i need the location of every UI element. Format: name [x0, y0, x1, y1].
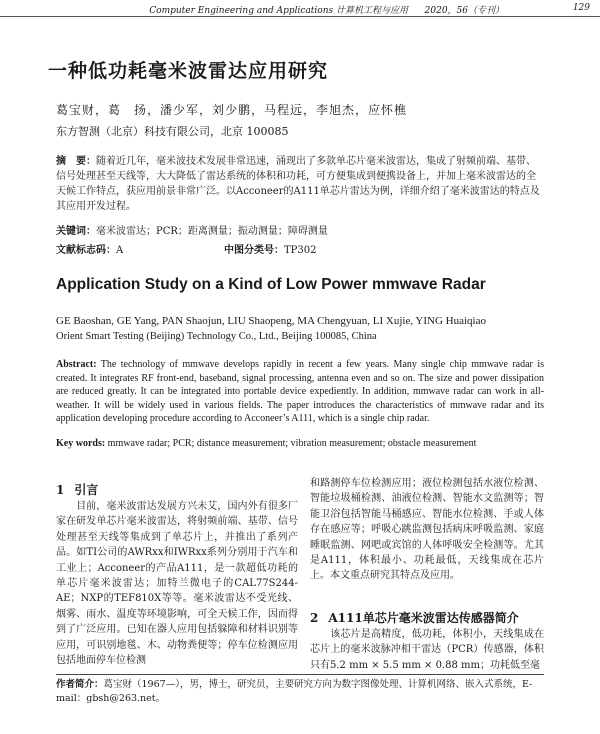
- english-abstract-label: Abstract:: [56, 359, 97, 370]
- section-1-left-column: [56, 499, 298, 668]
- classification-codes: [56, 241, 544, 256]
- english-title: Application Study on a Kind of Low Power mmwave Radar: [56, 276, 486, 293]
- section-1-left-text: 目前，毫米波雷达发展方兴未艾，国内外有很多厂家在研发单芯片毫米波雷达，将射频前端、基带、信号处理甚至天线等集成到了单芯片上，并推出了系列产品。如TI公司的AWRxx和IWRxx系列分别用于汽车和工业上；Acconeer的产品A111，是一款超低功耗的单芯片毫米波雷达；加特兰微电子的CAL77S244-AE；NXP的TEF810X等等。毫米波雷达不受光线、烟雾、雨水、温度等环境影响，可全天候工作，因而得到了广泛应用。已知在器人应用包括躲障和材料识别等应用，可识别地毯、木、动物粪便等；停车位检测应用包括地面停车位检测: [56, 501, 298, 667]
- footnote-divider: [56, 674, 544, 675]
- section-2-number: 2: [310, 611, 319, 625]
- footnote-text: 葛宝财（1967—），男，博士，研究员，主要研究方向为数字图像处理、计算机网络、嵌入式系统，E-mail：gbsh@263.net。: [56, 679, 533, 704]
- chinese-title: 一种低功耗毫米波雷达应用研究: [48, 60, 329, 82]
- english-keywords-label: Key words:: [56, 438, 106, 449]
- section-1-number: 1: [56, 483, 65, 497]
- section-1-right-text: 和路测停车位检测应用；液位检测包括水液位检测、智能垃圾桶检测、油液位检测、智能水文监测等；智能卫浴包括智能马桶感应、智能水位检测、手或人体存在感应等；呼吸心跳监测包括病床呼吸监测、家庭睡眠监测、网吧或宾馆的人体呼吸安全检测等。尤其是A111，体积最小、功耗最低，天线集成在芯片上。本文重点研究其特点及应用。: [310, 478, 544, 582]
- english-abstract-text: The technology of mmwave develops rapidly in recent a few years. Many single chip mmwave radar is created. It integrates RF front-end, baseband, signal processing, antenna even and so on. The size and power dissipation are reduced greatly. It can be integrated into portable device expediently. In addition, mmwave radar can work in all-weather. It will be widely used in various fields. The paper introduces the characteristics of mmwave radar and its application developing procedure according to Acconeer’s A111, which is a single chip radar.: [56, 359, 544, 425]
- doc-code: A: [116, 245, 124, 256]
- section-1-right-column: [310, 476, 544, 584]
- section-2-body: [310, 627, 544, 673]
- section-1-title: 引言: [74, 483, 99, 497]
- section-2-text: 该芯片是高精度，低功耗，体积小，天线集成在芯片上的毫米波脉冲相干雷达（PCR）传感器，体积只有5.2 mm × 5.5 mm × 0.88 mm；功耗低至毫: [310, 629, 544, 671]
- chinese-abstract-text: 随着近几年，毫米波技术发展非常迅速，涌现出了多款单芯片毫米波雷达，集成了射频前端、基带、信号处理甚至天线等，大大降低了雷达系统的体积和功耗，可方便集成到便携设备上，并加上毫米波雷达的全天候工作特点，获应用前景非常广泛。以Acconeer的A111单芯片雷达为例，详细介绍了毫米波雷达的特点及其应用开发过程。: [56, 156, 540, 212]
- english-abstract: [56, 358, 544, 426]
- english-authors: GE Baoshan, GE Yang, PAN Shaojun, LIU Shaopeng, MA Chengyuan, LI Xujie, YING Huaiqiao: [56, 315, 486, 327]
- english-affiliation: Orient Smart Testing (Beijing) Technology Co., Ltd., Beijing 100085, China: [56, 331, 377, 342]
- english-keywords: [56, 438, 544, 449]
- section-2-title: A111单芯片毫米波雷达传感器简介: [328, 611, 519, 625]
- class-code-label: 中图分类号：: [224, 245, 284, 256]
- chinese-abstract-label: 摘 要：: [56, 156, 96, 167]
- author-footnote: [56, 678, 544, 706]
- chinese-keywords: [56, 222, 544, 237]
- journal-issue: 2020，56（专刊）: [424, 6, 504, 16]
- page-number: 129: [572, 3, 590, 13]
- chinese-keywords-label: 关键词：: [56, 226, 96, 237]
- chinese-authors: 葛宝财，葛 扬，潘少军，刘少鹏，马程远，李旭杰，应怀樵: [56, 103, 408, 117]
- doc-code-label: 文献标志码：: [56, 245, 116, 256]
- section-1-heading: [56, 481, 98, 498]
- running-header: [0, 0, 600, 17]
- section-2-heading: [310, 609, 519, 626]
- chinese-keywords-text: 毫米波雷达；PCR；距离测量；振动测量；障碍测量: [96, 226, 328, 237]
- journal-name: Computer Engineering and Applications 计算机工程与应用: [149, 6, 408, 16]
- class-code: TP302: [284, 245, 317, 256]
- chinese-abstract: [56, 154, 544, 214]
- footnote-label: 作者简介：: [56, 679, 104, 690]
- english-keywords-text: mmwave radar; PCR; distance measurement; vibration measurement; obstacle measurement: [107, 438, 477, 449]
- chinese-affiliation: 东方智测（北京）科技有限公司，北京 100085: [56, 125, 289, 138]
